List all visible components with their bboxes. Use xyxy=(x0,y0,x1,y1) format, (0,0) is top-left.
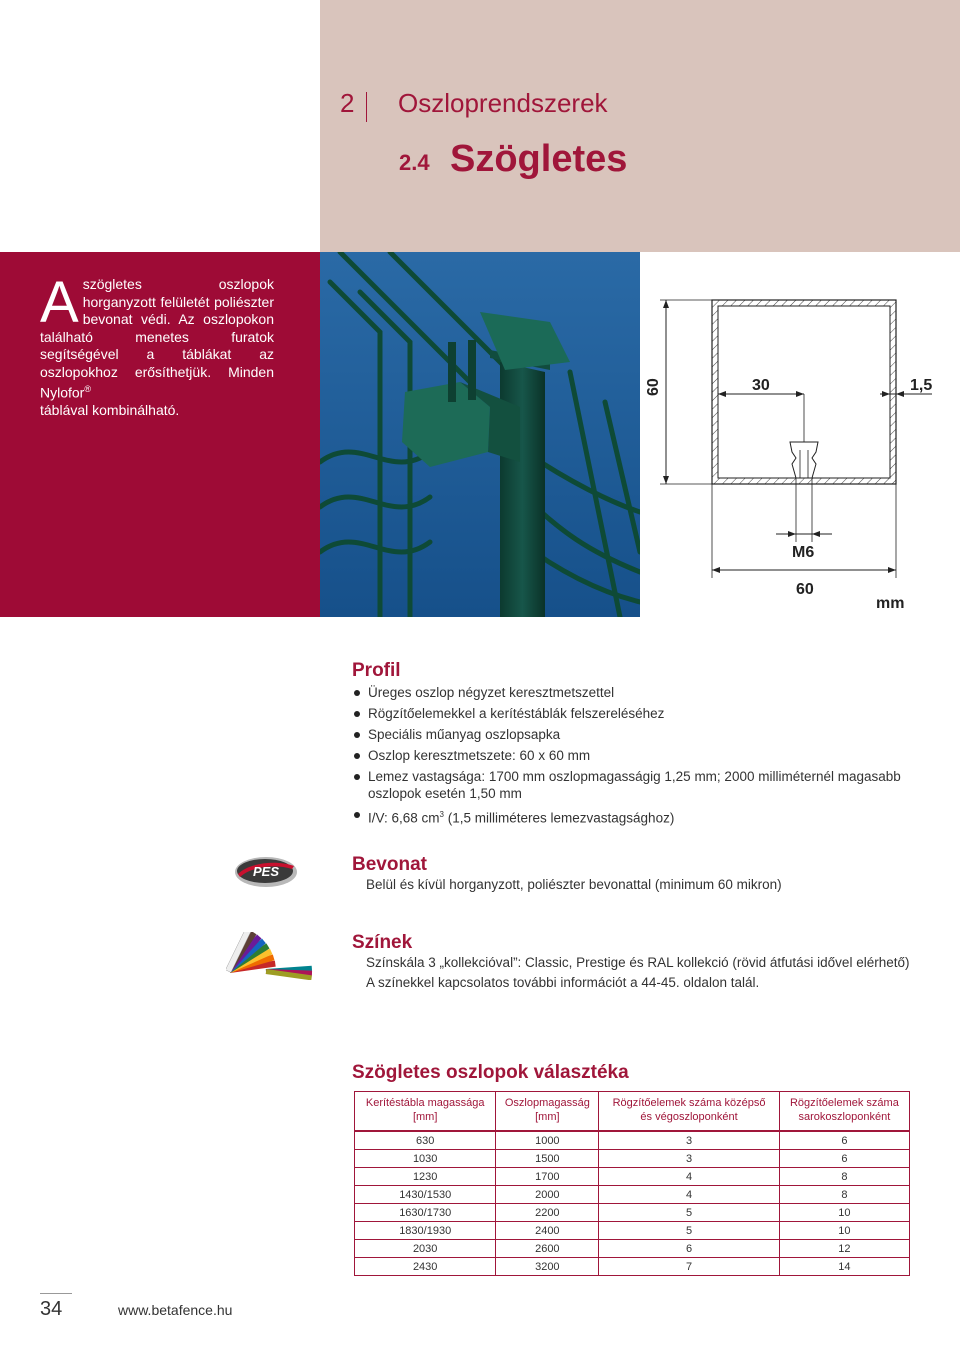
pes-logo-text: PES xyxy=(252,864,280,879)
iv-rest: (1,5 milliméteres lemezvastagsághoz) xyxy=(443,810,675,826)
unit-label: mm xyxy=(876,595,905,612)
product-photo xyxy=(320,252,640,617)
profil-item: Speciális műanyag oszlopsapka xyxy=(352,726,932,743)
profil-item: Üreges oszlop négyzet keresztmetszettel xyxy=(352,684,932,701)
table-row: 1030 1500 3 6 xyxy=(355,1150,910,1168)
subsection-title: Szögletes xyxy=(450,138,628,180)
col-header: Kerítéstábla magassága [mm] xyxy=(355,1092,496,1132)
footer-url[interactable]: www.betafence.hu xyxy=(118,1302,233,1318)
pes-logo xyxy=(232,852,300,892)
post-table-wrap xyxy=(354,1091,910,1276)
table-row: 2430 3200 7 14 xyxy=(355,1258,910,1276)
col-header: Rögzítőelemek száma sarokoszloponként xyxy=(779,1092,909,1132)
szinek-heading: Színek xyxy=(352,932,413,953)
section-number: 2 xyxy=(340,88,355,118)
bevonat-heading: Bevonat xyxy=(352,854,427,875)
profil-item: Lemez vastagsága: 1700 mm oszlopmagasságig 1,25 mm; 2000 milliméternél magasabb oszlopok esetén 1,50 mm xyxy=(352,768,932,802)
dim-width-label: 60 xyxy=(796,581,814,598)
section-title: Oszloprendszerek xyxy=(398,88,608,118)
szinek-line-1: Színskála 3 „kollekcióval”: Classic, Prestige és RAL kollekció (rövid átfutási idővel elérhető) xyxy=(366,955,910,970)
intro-text-end: táblával kombinálható. xyxy=(40,402,180,419)
table-header-row xyxy=(355,1092,910,1132)
threaded-insert xyxy=(790,442,818,478)
registered-mark: ® xyxy=(84,384,91,394)
page-number: 34 xyxy=(40,1298,63,1320)
szinek-line-2: A színekkel kapcsolatos további információt a 44-45. oldalon talál. xyxy=(366,975,760,990)
dim-height-label: 60 xyxy=(645,378,662,396)
col-header: Oszlopmagasság [mm] xyxy=(496,1092,599,1132)
table-heading: Szögletes oszlopok választéka xyxy=(352,1062,629,1083)
dim-inner-label: 30 xyxy=(752,377,770,394)
profil-heading: Profil xyxy=(352,660,401,681)
table-row: 1430/1530 2000 4 8 xyxy=(355,1186,910,1204)
intro-paragraph xyxy=(40,270,274,420)
page-number-rule xyxy=(40,1293,72,1294)
col-header: Rögzítőelemek száma középső és végoszloponként xyxy=(599,1092,780,1132)
intro-text: szögletes oszlopok horganyzott felületét poliészter bevonat védi. Az oszlopokon található menetes furatok segítségével a táblákat az oszlopokhoz erősíthetjük. Minden Nylofor xyxy=(40,276,274,401)
bevonat-text: Belül és kívül horganyzott, poliészter bevonattal (minimum 60 mikron) xyxy=(366,877,782,892)
drop-cap: A xyxy=(40,270,79,335)
profil-item-iv xyxy=(352,806,932,827)
table-row: 1230 1700 4 8 xyxy=(355,1168,910,1186)
table-row: 2030 2600 6 12 xyxy=(355,1240,910,1258)
table-row: 1830/1930 2400 5 10 xyxy=(355,1222,910,1240)
iv-sup: 3 xyxy=(439,810,444,819)
thread-label: M6 xyxy=(792,544,815,561)
profil-item: Rögzítőelemekkel a kerítéstáblák felszereléséhez xyxy=(352,705,932,722)
subsection-number: 2.4 xyxy=(399,150,430,175)
iv-label: I/V: 6,68 cm xyxy=(368,810,440,826)
section-separator xyxy=(366,92,367,122)
profil-item: Oszlop keresztmetszete: 60 x 60 mm xyxy=(352,747,932,764)
cross-section-drawing xyxy=(640,252,960,617)
color-fan-icon xyxy=(226,932,316,980)
table-row: 630 1000 3 6 xyxy=(355,1131,910,1150)
table-row: 1630/1730 2200 5 10 xyxy=(355,1204,910,1222)
profil-list xyxy=(352,684,932,831)
post-table xyxy=(354,1091,910,1276)
header-band xyxy=(320,0,960,252)
dim-thickness-label: 1,5 xyxy=(910,377,933,394)
